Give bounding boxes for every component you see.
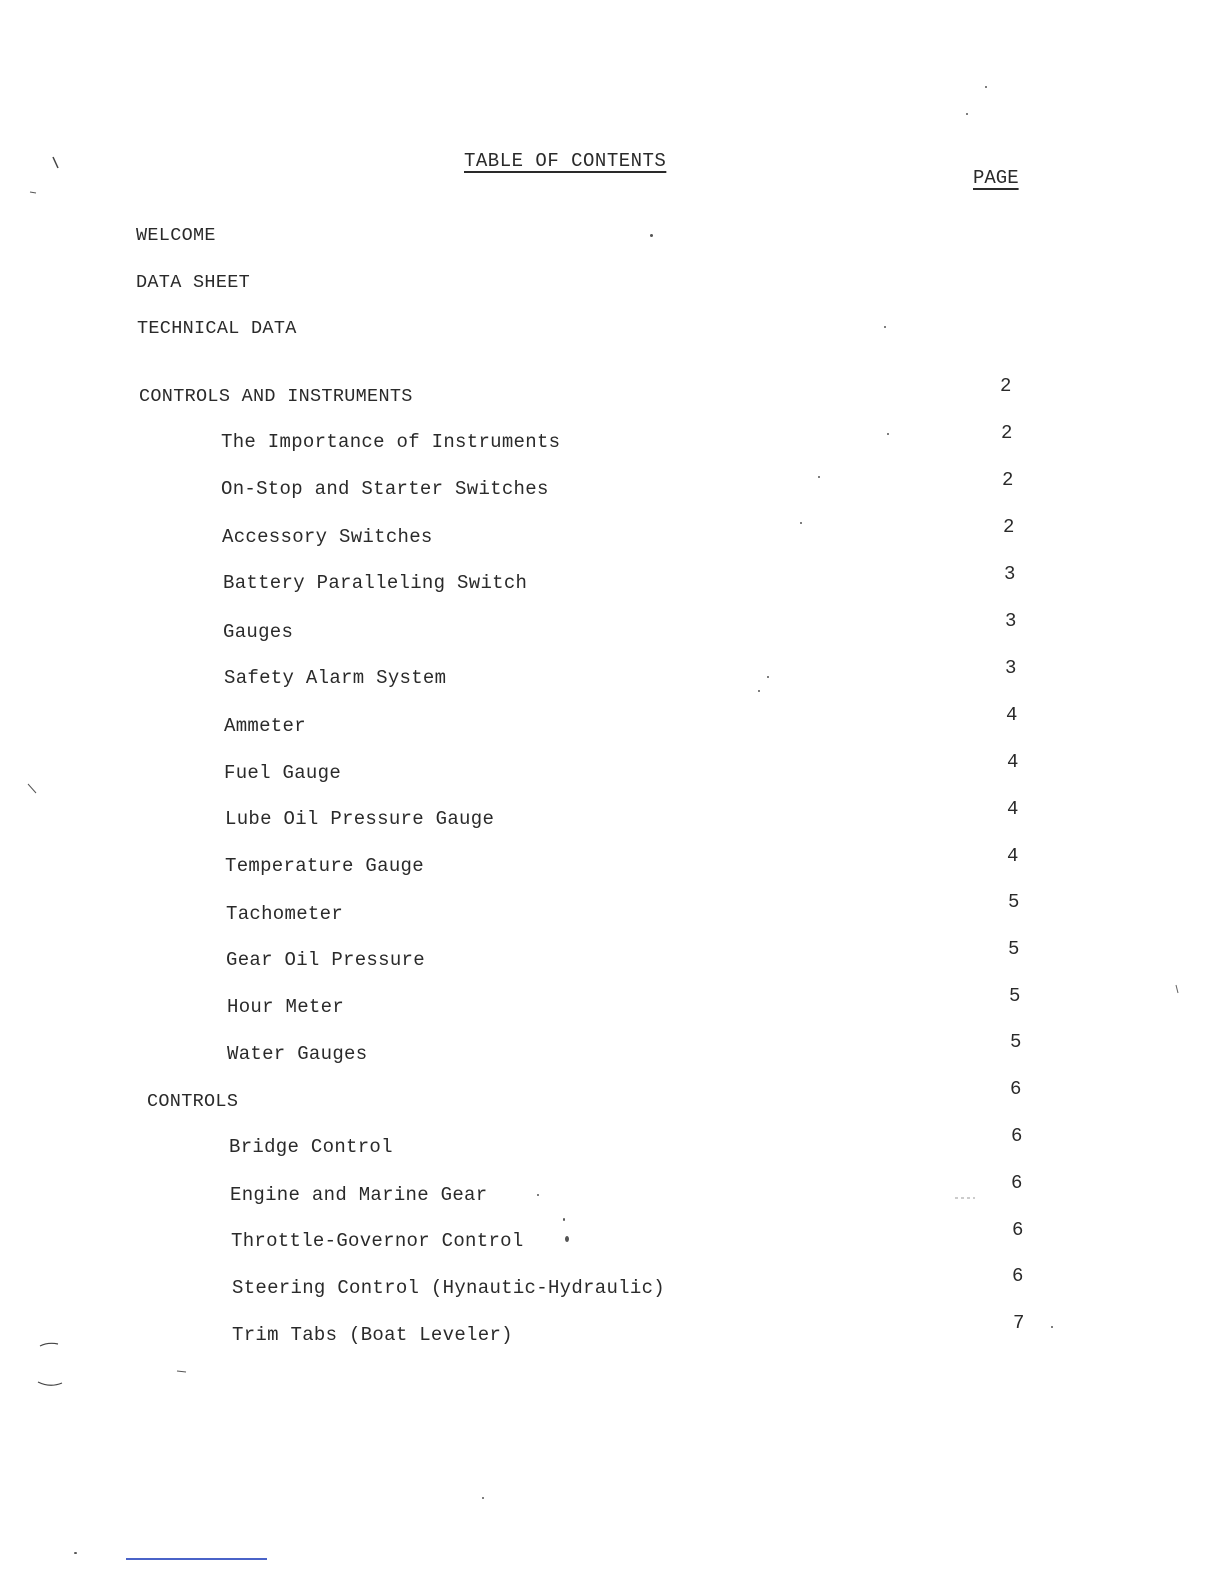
- toc-entry-tachometer: Tachometer: [226, 903, 344, 925]
- page-column-header: PAGE: [973, 167, 1019, 189]
- toc-entry-steering-control: Steering Control (Hynautic-Hydraulic): [232, 1277, 665, 1299]
- toc-page-number: 2: [1000, 375, 1012, 397]
- toc-entry-safety-alarm-system: Safety Alarm System: [224, 667, 447, 689]
- toc-page-number: 7: [1013, 1312, 1025, 1334]
- toc-page-number: 4: [1007, 798, 1019, 820]
- toc-entry-controls: CONTROLS: [147, 1091, 239, 1112]
- toc-page-number: 5: [1008, 891, 1020, 913]
- toc-entry-lube-oil-pressure-gauge: Lube Oil Pressure Gauge: [225, 808, 495, 830]
- toc-entry-temperature-gauge: Temperature Gauge: [225, 855, 424, 877]
- toc-entry-gear-oil-pressure: Gear Oil Pressure: [226, 949, 425, 971]
- toc-page-number: 5: [1008, 938, 1020, 960]
- toc-page-number: 3: [1005, 657, 1017, 679]
- toc-page-number: 6: [1012, 1265, 1024, 1287]
- toc-page-number: 4: [1006, 704, 1018, 726]
- toc-page-number: 3: [1005, 610, 1017, 632]
- toc-entry-data-sheet: DATA SHEET: [136, 272, 251, 293]
- toc-entry-accessory-switches: Accessory Switches: [222, 526, 433, 548]
- toc-page-number: 4: [1007, 751, 1019, 773]
- toc-title: TABLE OF CONTENTS: [464, 150, 667, 172]
- toc-page-number: 6: [1010, 1078, 1022, 1100]
- toc-entry-bridge-control: Bridge Control: [229, 1136, 393, 1158]
- toc-entry-hour-meter: Hour Meter: [227, 996, 345, 1018]
- toc-page-number: 5: [1009, 985, 1021, 1007]
- toc-entry-controls-and-instruments: CONTROLS AND INSTRUMENTS: [139, 386, 413, 407]
- toc-page-number: 2: [1001, 422, 1013, 444]
- toc-page-number: 2: [1002, 469, 1014, 491]
- toc-entry-importance-of-instruments: The Importance of Instruments: [221, 431, 561, 453]
- toc-entry-fuel-gauge: Fuel Gauge: [224, 762, 342, 784]
- toc-entry-technical-data: TECHNICAL DATA: [137, 318, 297, 339]
- bottom-rule-line: [126, 1558, 267, 1560]
- toc-page-number: 6: [1012, 1219, 1024, 1241]
- toc-entry-welcome: WELCOME: [136, 225, 216, 246]
- toc-page-number: 5: [1010, 1031, 1022, 1053]
- toc-page-number: 4: [1007, 845, 1019, 867]
- toc-page-number: 6: [1011, 1125, 1023, 1147]
- toc-entry-engine-and-marine-gear: Engine and Marine Gear: [230, 1184, 488, 1206]
- toc-entry-trim-tabs: Trim Tabs (Boat Leveler): [232, 1324, 513, 1346]
- toc-page-number: 3: [1004, 563, 1016, 585]
- toc-entry-ammeter: Ammeter: [224, 715, 306, 737]
- toc-entry-water-gauges: Water Gauges: [227, 1043, 368, 1065]
- toc-entry-battery-paralleling-switch: Battery Paralleling Switch: [223, 572, 528, 594]
- toc-page-number: 2: [1003, 516, 1015, 538]
- toc-entry-on-stop-starter-switches: On-Stop and Starter Switches: [221, 478, 549, 500]
- toc-entry-gauges: Gauges: [223, 621, 294, 643]
- toc-page-number: 6: [1011, 1172, 1023, 1194]
- toc-entry-throttle-governor-control: Throttle-Governor Control: [231, 1230, 524, 1252]
